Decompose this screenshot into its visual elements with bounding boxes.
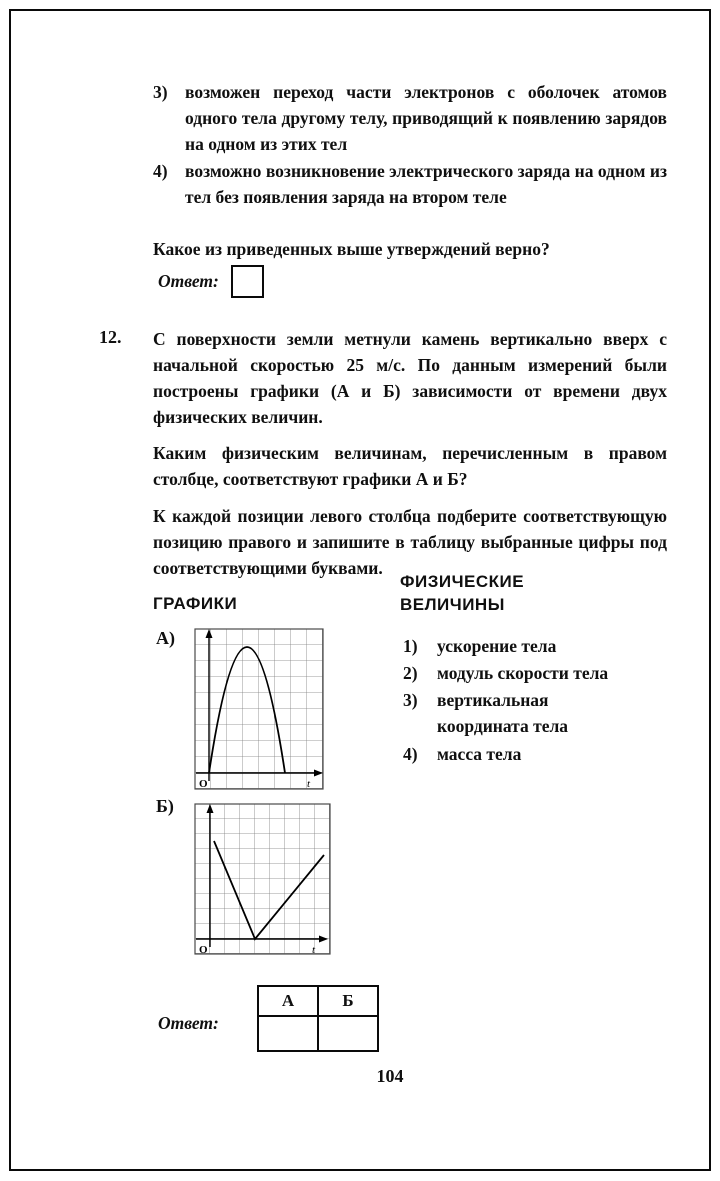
- answer-label-1: Ответ:: [158, 271, 219, 291]
- quantity-2-text: модуль скорости тела: [437, 663, 609, 683]
- question-12-number: 12.: [99, 327, 122, 347]
- option-4-number: 4): [153, 161, 168, 181]
- quantity-4-text: масса тела: [437, 744, 522, 764]
- graph-b: [194, 803, 333, 962]
- graph-b-grid: [195, 804, 330, 954]
- answer-table-header-a: А: [258, 986, 318, 1016]
- graph-a-origin-label: O: [199, 778, 208, 790]
- answer-row-1: [158, 265, 264, 298]
- quantity-item-4: [403, 741, 633, 767]
- quantity-1-text: ускорение тела: [437, 636, 557, 656]
- option-3-text: возможен переход части электронов с оболочек атомов одного тела другому телу, приводящий к появлению зарядов на одном из этих тел: [185, 82, 667, 154]
- option-3: [153, 79, 667, 157]
- quantity-1-number: 1): [403, 636, 418, 656]
- quantity-item-2: [403, 660, 633, 686]
- graphs-column-header: ГРАФИКИ: [153, 594, 238, 613]
- graph-a-label: А): [156, 628, 175, 648]
- quantity-4-number: 4): [403, 744, 418, 764]
- answer-table-cell-b: [318, 1016, 378, 1051]
- question-12-paragraph-2: Каким физическим величинам, перечисленным в правом столбце, соответствуют графики А и Б?: [153, 443, 667, 489]
- graph-b-plot: [194, 803, 333, 957]
- graph-b-origin-label: O: [199, 944, 208, 956]
- quantities-column-header: ФИЗИЧЕСКИЕ ВЕЛИЧИНЫ: [400, 572, 525, 614]
- option-4-text: возможно возникновение электрического заряда на одном из тел без появления заряда на втором теле: [185, 161, 667, 207]
- option-3-number: 3): [153, 82, 168, 102]
- graph-a-grid: [195, 629, 323, 789]
- quantity-item-3: [403, 687, 633, 739]
- quantity-item-1: [403, 633, 633, 659]
- question-12-paragraph-1: С поверхности земли метнули камень вертикально вверх с начальной скоростью 25 м/с. По данным измерений были построены графики (А и Б) зависимости от времени двух физических величин.: [153, 329, 667, 427]
- graph-a-plot: [194, 628, 326, 792]
- graph-b-label: Б): [156, 796, 174, 816]
- answer-table-cell-a: [258, 1016, 318, 1051]
- page-number: 104: [376, 1066, 404, 1086]
- answer-table: [257, 985, 379, 1052]
- answer-label-2: Ответ:: [158, 1013, 219, 1033]
- graph-a-time-label: t: [307, 778, 311, 790]
- quantity-3-text: вертикальная координата тела: [437, 690, 569, 736]
- answer-box: [231, 265, 264, 298]
- question-12-paragraph-3: К каждой позиции левого столбца подберите соответствующую позицию правого и запишите в таблицу выбранные цифры под соответствующими буквами.: [153, 506, 667, 578]
- graph-a: [194, 628, 326, 797]
- option-4: [153, 158, 667, 210]
- quantity-3-number: 3): [403, 690, 418, 710]
- graph-b-time-label: t: [312, 944, 316, 956]
- answer-table-header-b: Б: [318, 986, 378, 1016]
- quantity-2-number: 2): [403, 663, 418, 683]
- question-prompt: Какое из приведенных выше утверждений верно?: [153, 239, 550, 259]
